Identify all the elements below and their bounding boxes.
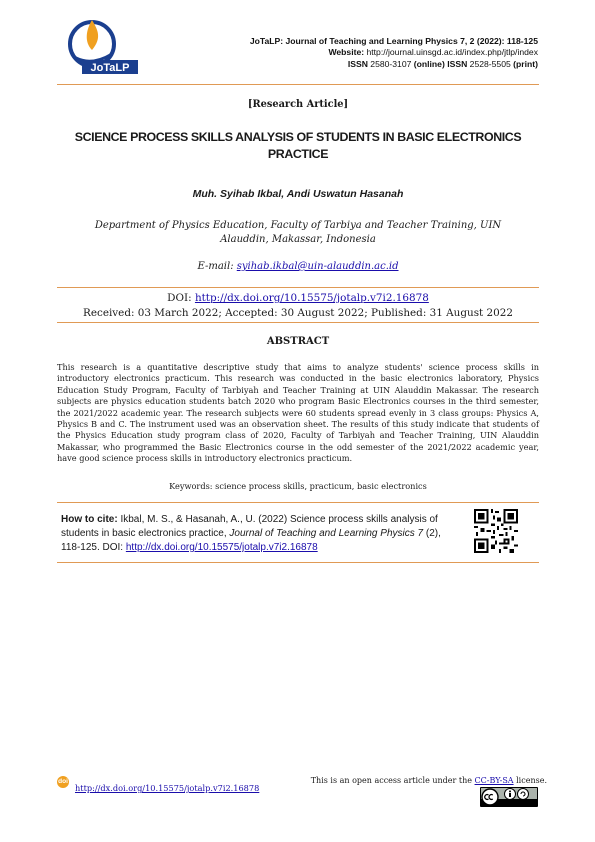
doi-block bbox=[57, 291, 539, 321]
email-label: E-mail: bbox=[197, 261, 234, 272]
oa-text-1: This is an open access article under the bbox=[310, 776, 472, 785]
article-type: [Research Article] bbox=[247, 99, 349, 110]
issn-online: 2580-3107 bbox=[370, 58, 412, 69]
publication-dates: Received: 03 March 2022; Accepted: 30 August 2022; Published: 31 August 2022 bbox=[83, 307, 513, 319]
cite-doi-link[interactable]: http://dx.doi.org/10.15575/jotalp.v7i2.16878 bbox=[125, 542, 318, 553]
email-link[interactable]: syihab.ikbal@uin-alauddin.ac.id bbox=[236, 261, 399, 272]
author-affiliation: Department of Physics Education, Faculty of Tarbiya and Teacher Training, UIN Alauddin, Makassar, Indonesia bbox=[94, 220, 502, 245]
journal-line: JoTaLP: Journal of Teaching and Learning Physics 7, 2 (2022): 118-125 bbox=[249, 36, 538, 46]
header-divider bbox=[57, 84, 539, 85]
doi-divider-top bbox=[57, 287, 539, 288]
article-authors: Muh. Syihab Ikbal, Andi Uswatun Hasanah bbox=[192, 188, 404, 200]
issn-label-online: ISSN bbox=[347, 58, 368, 69]
doi-icon: doi bbox=[57, 776, 69, 788]
cite-divider-bottom bbox=[57, 562, 539, 563]
footer-doi-link[interactable]: http://dx.doi.org/10.15575/jotalp.v7i2.16878 bbox=[75, 783, 260, 793]
qr-code-icon[interactable] bbox=[474, 509, 518, 553]
author-email-line bbox=[57, 261, 539, 272]
journal-header bbox=[250, 36, 538, 70]
doi-label: DOI: bbox=[167, 292, 192, 304]
issn-online-tag: (online) bbox=[413, 58, 445, 69]
abstract-heading: ABSTRACT bbox=[266, 336, 330, 347]
logo-text: JoTaLP bbox=[90, 62, 130, 74]
open-access-notice bbox=[311, 776, 547, 785]
cc-by-sa-badge-icon[interactable] bbox=[480, 787, 538, 807]
how-to-cite bbox=[61, 513, 461, 555]
website-label: Website: bbox=[328, 47, 365, 58]
journal-logo-icon bbox=[62, 14, 142, 76]
cite-text-2: (2), 118-125. DOI: bbox=[61, 528, 441, 553]
issn-print-tag: (print) bbox=[513, 58, 538, 69]
cite-label: How to cite: bbox=[61, 514, 118, 525]
abstract-text: This research is a quantitative descriptive study that aims to analyze students' science process skills in introductory electronics practicum. This research was conducted in the basic electronics laboratory, Physics Education Study Program, Faculty of Tarbiyah and Teacher Training at UIN Alauddin Makassar. The research subjects are physics education students batch 2020 who program Basic Electronics courses in the third semester, the 2021/2022 academic year. The research subjects were 60 students spread evenly in 3 class groups: Physics A, Physics B and C. The instrument used was an observation sheet. The results of this study indicate that students of the Physics Education study program class of 2020, Faculty of Tarbiyah and Teacher Training, UIN Alauddin Makassar, who programmed the Basic Electronics course in the odd semester of the 2021/2022 academic year, have good science process skills in introductory electronics practicum. bbox=[57, 362, 539, 464]
issn-print: 2528-5505 bbox=[469, 58, 511, 69]
cite-text-1: Ikbal, M. S., & Hasanah, A., U. (2022) Science process skills analysis of students in basic electronics practice, bbox=[61, 514, 438, 539]
keywords: Keywords: science process skills, practicum, basic electronics bbox=[169, 481, 427, 491]
doi-divider-bottom bbox=[57, 322, 539, 323]
issn-label-print: ISSN bbox=[447, 58, 468, 69]
license-link[interactable]: CC-BY-SA bbox=[474, 776, 514, 785]
oa-text-2: license. bbox=[516, 776, 547, 785]
cite-divider-top bbox=[57, 502, 539, 503]
cite-journal: Journal of Teaching and Learning Physics 7 bbox=[229, 528, 424, 539]
doi-link[interactable]: http://dx.doi.org/10.15575/jotalp.v7i2.16878 bbox=[194, 292, 429, 304]
article-title: SCIENCE PROCESS SKILLS ANALYSIS OF STUDENTS IN BASIC ELECTRONICS PRACTICE bbox=[74, 130, 522, 161]
website-url[interactable]: http://journal.uinsgd.ac.id/index.php/jtlp/index bbox=[366, 47, 538, 58]
